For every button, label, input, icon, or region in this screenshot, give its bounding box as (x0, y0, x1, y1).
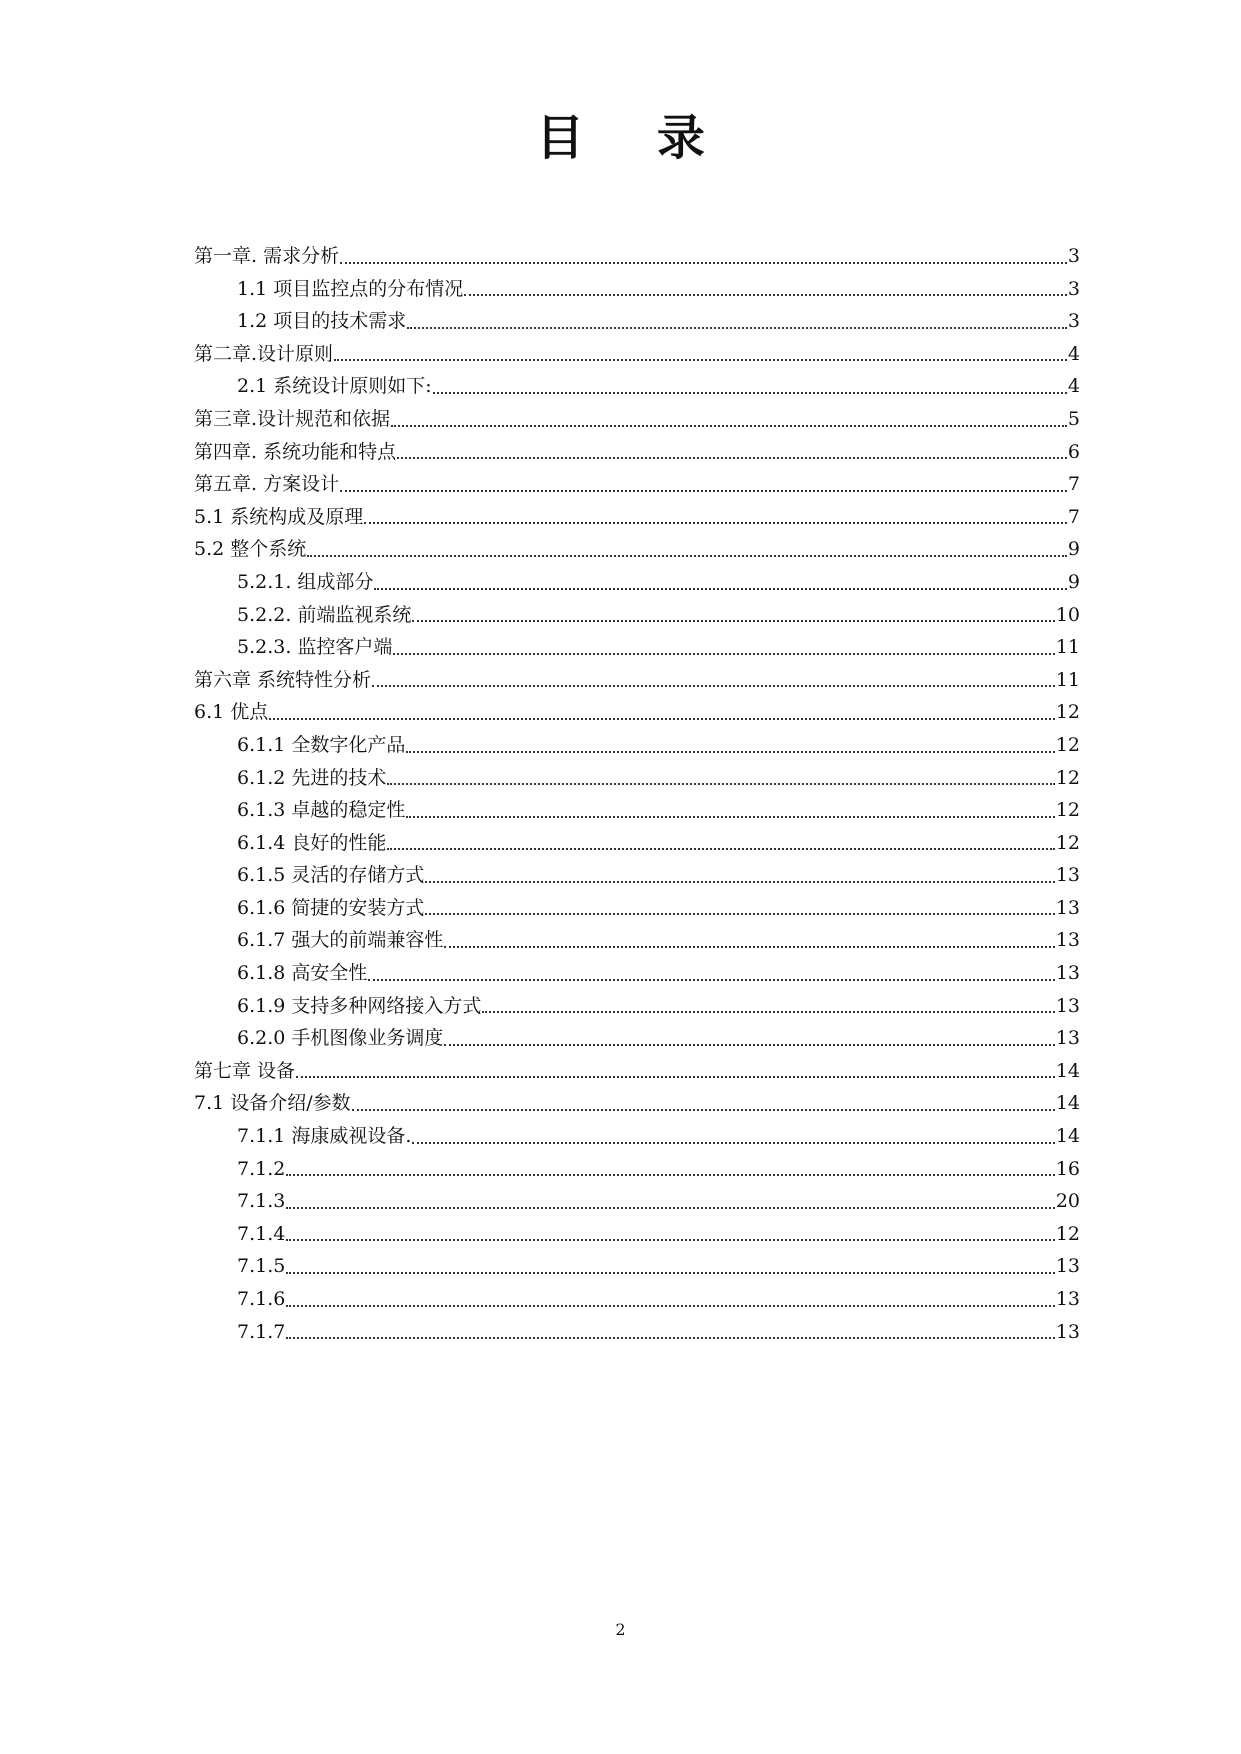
toc-entry[interactable] (194, 566, 1080, 599)
toc-dot-leader (286, 1239, 1054, 1241)
toc-entry-title: 7.1.6 (237, 1288, 286, 1310)
toc-entry-title: 5.2.1. 组成部分 (237, 570, 374, 593)
toc-entry-page-number: 13 (1055, 929, 1080, 952)
toc-entry[interactable] (194, 696, 1080, 729)
toc-entry[interactable] (194, 859, 1080, 892)
toc-entry-page-number: 13 (1055, 1288, 1080, 1310)
toc-entry[interactable] (194, 1185, 1080, 1218)
toc-entry[interactable] (194, 1283, 1080, 1316)
toc-entry-page-number: 13 (1055, 1027, 1080, 1050)
toc-dot-leader (269, 718, 1055, 720)
toc-entry-title: 6.1.8 高安全性 (237, 962, 368, 985)
toc-entry[interactable] (194, 370, 1080, 403)
toc-dot-leader (387, 783, 1054, 785)
toc-entry-page-number: 3 (1067, 310, 1080, 333)
toc-entry-title: 7.1.2 (237, 1157, 286, 1180)
toc-entry-title: 7.1.1 海康威视设备. (237, 1125, 412, 1148)
toc-entry[interactable] (194, 1316, 1080, 1349)
toc-dot-leader (296, 1076, 1055, 1078)
toc-entry[interactable] (194, 1120, 1080, 1153)
toc-entry[interactable] (194, 990, 1080, 1023)
toc-entry-page-number: 20 (1055, 1190, 1080, 1213)
toc-entry[interactable] (194, 729, 1080, 762)
toc-entry-title: 6.1 优点 (194, 701, 269, 724)
toc-entry-title: 6.1.7 强大的前端兼容性 (237, 929, 444, 952)
toc-entry-title: 2.1 系统设计原则如下: (237, 375, 432, 398)
toc-entry-page-number: 3 (1067, 245, 1080, 267)
toc-entry-page-number: 11 (1055, 636, 1080, 659)
toc-entry[interactable] (194, 924, 1080, 957)
toc-entry-title: 第二章.设计原则 (194, 342, 334, 365)
toc-entry-title: 6.1.6 简捷的安装方式 (237, 896, 425, 919)
toc-entry[interactable] (194, 892, 1080, 925)
toc-entry[interactable] (194, 794, 1080, 827)
toc-entry-page-number: 13 (1055, 962, 1080, 985)
toc-dot-leader (406, 816, 1054, 818)
toc-dot-leader (412, 1142, 1054, 1144)
page-title: 目 录 (536, 110, 733, 166)
toc-entry-page-number: 9 (1067, 538, 1080, 561)
toc-entry[interactable] (194, 957, 1080, 990)
toc-entry-page-number: 3 (1067, 277, 1080, 300)
toc-entry-page-number: 13 (1055, 1255, 1080, 1278)
toc-entry-page-number: 13 (1055, 994, 1080, 1017)
toc-entry-page-number: 12 (1055, 766, 1080, 789)
toc-entry-page-number: 4 (1067, 342, 1080, 365)
toc-dot-leader (425, 881, 1054, 883)
toc-dot-leader (425, 913, 1054, 915)
toc-dot-leader (286, 1305, 1054, 1307)
toc-entry-page-number: 12 (1055, 831, 1080, 854)
toc-entry[interactable] (194, 1153, 1080, 1186)
toc-entry-title: 7.1 设备介绍/参数 (194, 1092, 351, 1115)
toc-dot-leader (307, 555, 1067, 557)
toc-entry-title: 5.2.3. 监控客户端 (237, 636, 393, 659)
toc-entry-title: 5.2.2. 前端监视系统 (237, 603, 412, 626)
toc-dot-leader (412, 620, 1054, 622)
toc-dot-leader (352, 1109, 1055, 1111)
toc-entry-title: 5.2 整个系统 (194, 538, 307, 561)
toc-entry-page-number: 12 (1055, 733, 1080, 756)
toc-entry-page-number: 4 (1067, 375, 1080, 398)
toc-entry[interactable] (194, 631, 1080, 664)
toc-entry[interactable] (194, 338, 1080, 371)
toc-entry-page-number: 10 (1055, 603, 1080, 626)
toc-entry[interactable] (194, 827, 1080, 860)
toc-entry-title: 6.2.0 手机图像业务调度 (237, 1027, 444, 1050)
toc-entry-page-number: 12 (1055, 701, 1080, 724)
toc-entry[interactable] (194, 305, 1080, 338)
toc-entry-page-number: 14 (1055, 1092, 1080, 1115)
toc-entry-page-number: 13 (1055, 1320, 1080, 1343)
toc-dot-leader (286, 1337, 1054, 1339)
toc-entry-page-number: 7 (1067, 505, 1080, 528)
toc-entry[interactable] (194, 1250, 1080, 1283)
toc-entry-page-number: 13 (1055, 864, 1080, 887)
toc-entry-title: 第六章 系统特性分析 (194, 668, 372, 691)
toc-entry[interactable] (194, 1087, 1080, 1120)
toc-entry-page-number: 12 (1055, 799, 1080, 822)
toc-dot-leader (406, 751, 1054, 753)
toc-entry-title: 6.1.5 灵活的存储方式 (237, 864, 425, 887)
toc-entry[interactable] (194, 1055, 1080, 1088)
toc-entry-page-number: 7 (1067, 473, 1080, 496)
table-of-contents (194, 240, 1080, 1348)
toc-entry-title: 7.1.5 (237, 1255, 286, 1278)
toc-dot-leader (444, 1044, 1054, 1046)
toc-dot-leader (387, 848, 1054, 850)
toc-dot-leader (372, 685, 1055, 687)
toc-entry[interactable] (194, 403, 1080, 436)
toc-entry-title: 6.1.3 卓越的稳定性 (237, 799, 406, 822)
toc-entry-page-number: 12 (1055, 1222, 1080, 1245)
toc-entry-title: 7.1.4 (237, 1222, 286, 1245)
toc-entry-page-number: 11 (1055, 668, 1080, 691)
toc-dot-leader (374, 588, 1066, 590)
toc-dot-leader (340, 490, 1067, 492)
toc-entry[interactable] (194, 468, 1080, 501)
toc-entry-page-number: 6 (1067, 440, 1080, 463)
toc-dot-leader (368, 979, 1054, 981)
toc-entry-title: 第三章.设计规范和依据 (194, 407, 391, 430)
toc-dot-leader (407, 327, 1067, 329)
toc-dot-leader (286, 1272, 1054, 1274)
toc-entry-page-number: 14 (1055, 1125, 1080, 1148)
toc-entry[interactable] (194, 762, 1080, 795)
toc-entry[interactable] (194, 664, 1080, 697)
toc-dot-leader (334, 359, 1067, 361)
toc-dot-leader (433, 392, 1067, 394)
toc-entry-page-number: 5 (1067, 407, 1080, 430)
toc-entry-title: 第五章. 方案设计 (194, 473, 340, 496)
toc-entry-title: 5.1 系统构成及原理 (194, 505, 364, 528)
toc-entry-title: 1.1 项目监控点的分布情况 (237, 277, 464, 300)
toc-entry[interactable] (194, 1022, 1080, 1055)
toc-entry[interactable] (194, 533, 1080, 566)
toc-entry-title: 6.1.4 良好的性能 (237, 831, 387, 854)
toc-dot-leader (397, 457, 1067, 459)
toc-dot-leader (482, 1011, 1054, 1013)
toc-dot-leader (286, 1207, 1054, 1209)
toc-entry-title: 第一章. 需求分析 (194, 245, 340, 267)
toc-entry-title: 6.1.1 全数字化产品 (237, 733, 406, 756)
toc-dot-leader (340, 262, 1067, 264)
toc-entry[interactable] (194, 240, 1080, 273)
toc-dot-leader (444, 946, 1054, 948)
toc-entry-title: 第七章 设备 (194, 1059, 296, 1082)
toc-entry-page-number: 9 (1067, 570, 1080, 593)
toc-entry-title: 6.1.2 先进的技术 (237, 766, 387, 789)
toc-entry[interactable] (194, 599, 1080, 632)
toc-dot-leader (286, 1174, 1054, 1176)
toc-entry-title: 1.2 项目的技术需求 (237, 310, 407, 333)
toc-entry[interactable] (194, 501, 1080, 534)
toc-entry[interactable] (194, 1218, 1080, 1251)
toc-entry-page-number: 13 (1055, 896, 1080, 919)
toc-entry-title: 7.1.3 (237, 1190, 286, 1213)
toc-entry-page-number: 14 (1055, 1059, 1080, 1082)
toc-dot-leader (464, 294, 1067, 296)
toc-dot-leader (391, 425, 1067, 427)
page-number: 2 (615, 1620, 626, 1639)
toc-entry-title: 7.1.7 (237, 1320, 286, 1343)
toc-entry-title: 第四章. 系统功能和特点 (194, 440, 397, 463)
toc-entry-title: 6.1.9 支持多种网络接入方式 (237, 994, 482, 1017)
toc-entry[interactable] (194, 436, 1080, 469)
toc-dot-leader (393, 653, 1054, 655)
toc-entry-page-number: 16 (1055, 1157, 1080, 1180)
toc-dot-leader (364, 522, 1067, 524)
toc-entry[interactable] (194, 273, 1080, 306)
